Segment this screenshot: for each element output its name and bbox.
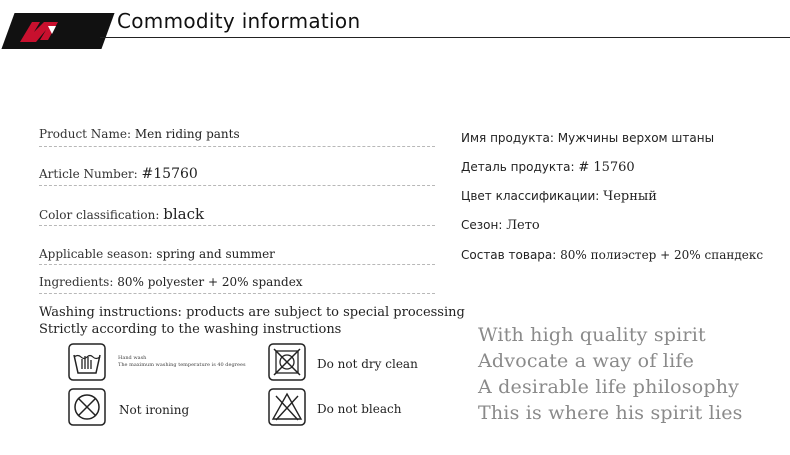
no-dry-clean-label: Do not dry clean [317,357,418,371]
ru-color-label: Цвет классификации: [461,189,600,203]
hand-wash-icon [68,343,106,381]
color-value: black [163,205,205,223]
ingredients-value: 80% polyester + 20% spandex [117,275,303,289]
page-title: Commodity information [117,9,361,33]
hand-wash-note: The maximum washing temperature is 40 degrees [118,362,246,368]
divider [39,185,435,186]
product-name-value: Men riding pants [134,127,240,141]
article-number-label: Article Number: [39,167,138,181]
ru-color-value: Черный [603,189,657,204]
product-name-row [39,127,240,141]
divider [39,264,435,265]
divider [39,293,435,294]
ru-season-row [461,218,540,233]
ru-product-name-value: Мужчины верхом штаны [557,131,715,145]
color-label: Color classification: [39,208,160,222]
no-bleach-label: Do not bleach [317,402,402,416]
slogan-line-1: With high quality spirit [478,324,706,346]
brand-logo-icon [18,18,64,44]
slogan-line-4: This is where his spirit lies [478,402,743,424]
ru-product-name-label: Имя продукта: [461,131,554,145]
ingredients-row [39,275,303,289]
ru-article-value: # 15760 [578,160,635,175]
ru-composition-value: 80% полиэстер + 20% спандекс [560,248,764,262]
slogan-line-3: A desirable life philosophy [478,376,740,398]
divider [39,146,435,147]
slogan-line-2: Advocate a way of life [478,350,695,372]
no-ironing-label: Not ironing [119,403,190,417]
washing-instructions-line1: Washing instructions: products are subject to special processing [39,305,465,320]
header [0,0,790,50]
ru-season-value: Лето [506,218,540,233]
season-value: spring and summer [156,247,275,261]
no-dry-clean-icon [268,343,306,381]
season-label: Applicable season: [39,247,153,261]
article-number-row [39,166,198,182]
hand-wash-title: Hand wash [118,355,147,361]
color-row [39,205,204,223]
article-number-value: #15760 [141,166,198,182]
divider [39,225,435,226]
ru-article-label: Деталь продукта: [461,160,575,174]
season-row [39,247,275,261]
ru-product-name-row [461,131,714,145]
ru-season-label: Сезон: [461,218,503,232]
no-ironing-icon [68,388,106,426]
ru-composition-row [461,248,763,262]
product-name-label: Product Name: [39,127,131,141]
header-divider [100,37,790,38]
no-bleach-icon [268,388,306,426]
ru-article-row [461,160,635,175]
ru-color-row [461,189,657,204]
ingredients-label: Ingredients: [39,275,114,289]
washing-instructions-line2: Strictly according to the washing instructions [39,322,342,337]
ru-composition-label: Состав товара: [461,248,557,262]
